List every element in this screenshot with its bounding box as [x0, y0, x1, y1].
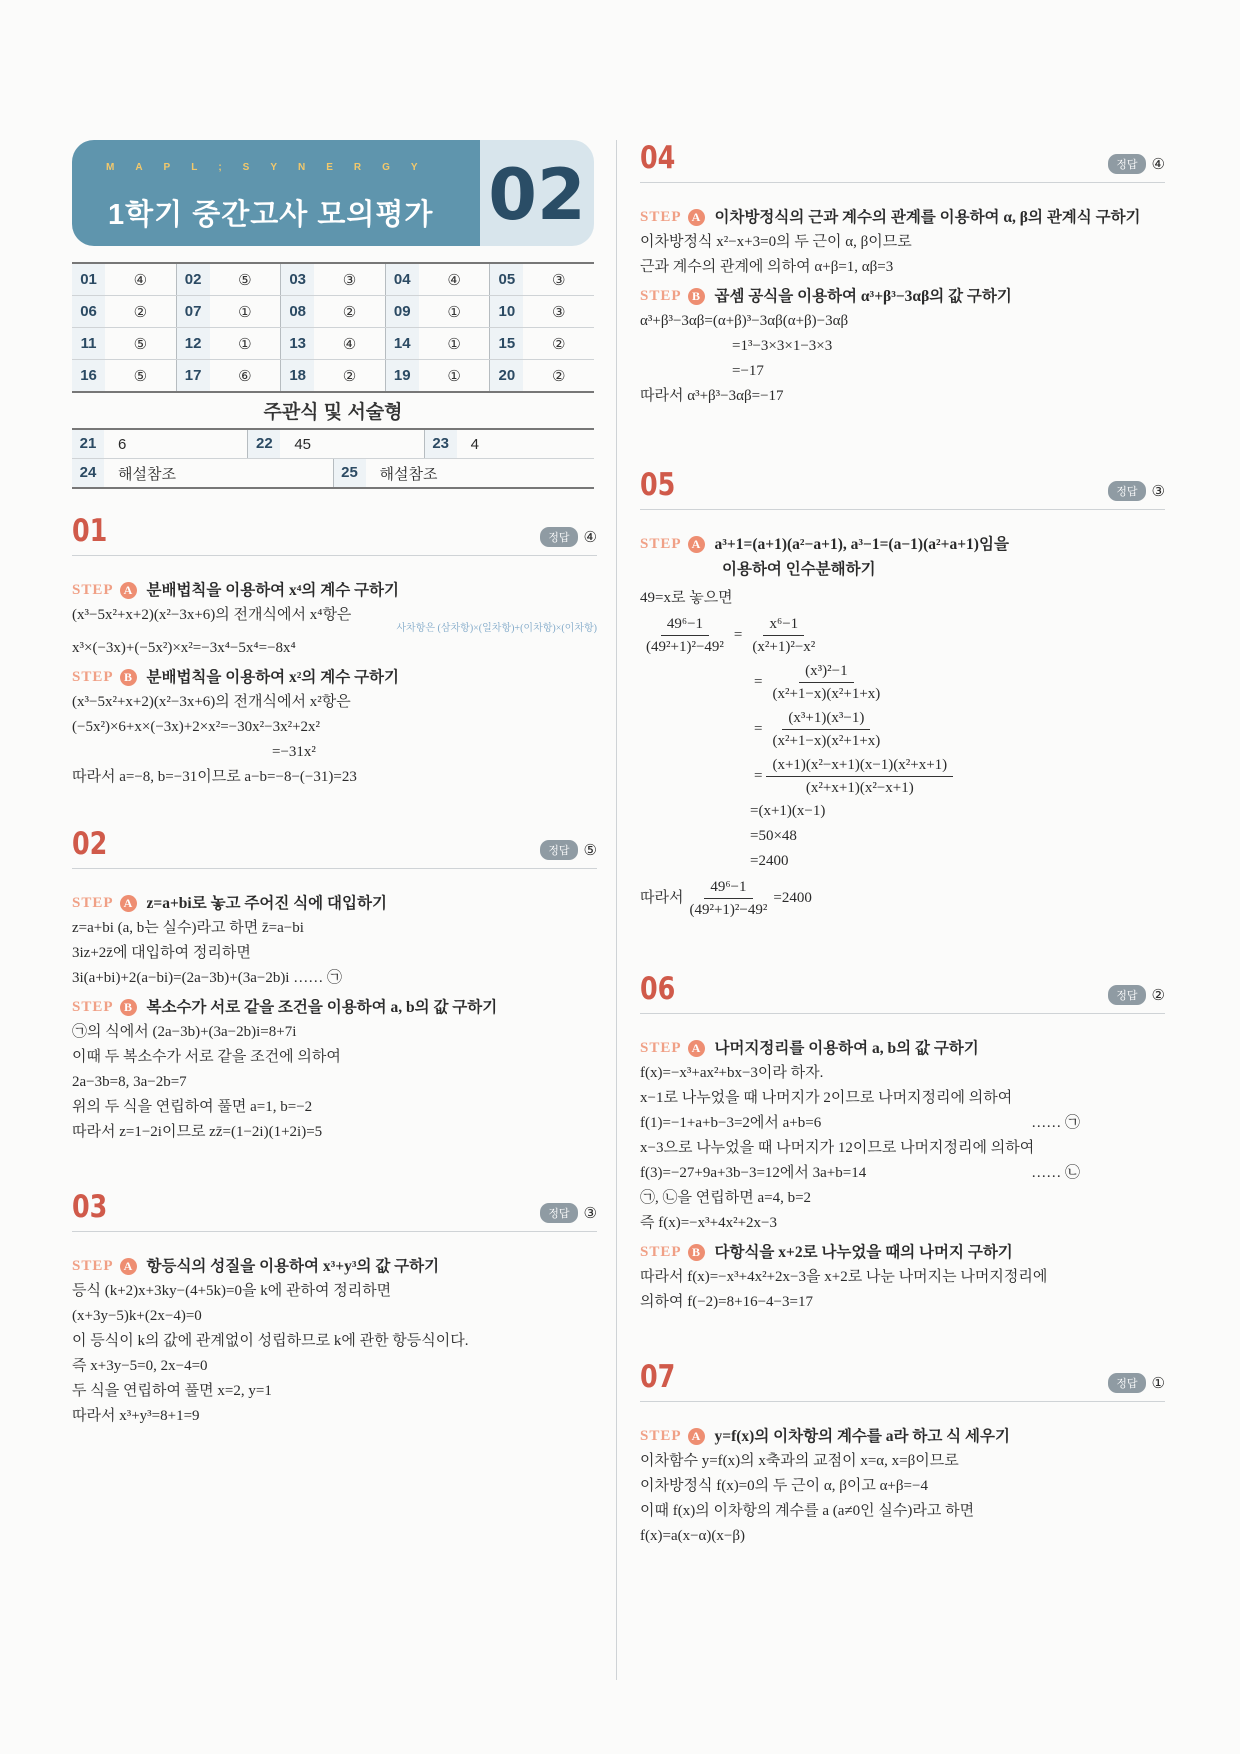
- question-number: 17: [176, 360, 210, 393]
- question-answer: ③: [314, 263, 385, 296]
- answer-value: ②: [1151, 987, 1165, 1004]
- solution-line: 즉 x+3y−5=0, 2x−4=0: [72, 1358, 208, 1374]
- fraction-row: = $\frac{\text{(x+1)(x²−x+1)(x−1)(x²+x+1)}}{\text{(x²+x+1)(x²−x+1)}}$: [640, 754, 1165, 799]
- fraction: [640, 613, 730, 658]
- question-number: 22: [248, 430, 280, 458]
- question-number: 14: [385, 328, 419, 360]
- question-answer: 해설참조: [118, 465, 176, 483]
- step-title: 이차방정식의 근과 계수의 관계를 이용하여 α, β의 관계식 구하기: [714, 209, 1141, 226]
- question-number: 09: [385, 296, 419, 328]
- step-a: [640, 532, 1165, 557]
- solution-line: α³+β³−3αβ=(α+β)³−3αβ(α+β)−3αβ: [640, 313, 849, 329]
- solution-line: 따라서 x³+y³=8+1=9: [72, 1408, 200, 1424]
- answer-badge: 정답: [1108, 1373, 1145, 1393]
- problem-07: [640, 1359, 1165, 1549]
- question-number: 05: [490, 263, 524, 296]
- answer-badge: 정답: [1108, 481, 1145, 501]
- answer-row: [72, 328, 594, 360]
- left-column: [72, 140, 597, 1429]
- solution-text: =2400: [773, 890, 812, 906]
- step-a-badge: A: [688, 536, 705, 553]
- step-a-badge: A: [688, 209, 705, 226]
- question-number: 11: [72, 328, 105, 360]
- step-b: [72, 665, 597, 690]
- fraction-row: $\frac{\text{49⁶−1}}{\text{(49²+1)²−49²}}$ = $\frac{\text{x⁶−1}}{\text{(x²+1)²−x²}}$: [640, 613, 1165, 658]
- question-answer: 해설참조: [379, 465, 438, 483]
- numerator: x⁶−1: [763, 613, 804, 636]
- step-title: 나머지정리를 이용하여 a, b의 값 구하기: [714, 1040, 979, 1057]
- problem-header: [640, 467, 1165, 510]
- solution-line: 즉 f(x)=−x³+4x²+2x−3: [640, 1215, 778, 1231]
- problem-header: [640, 140, 1165, 183]
- problem-header: [72, 1189, 597, 1232]
- problem-04: [640, 140, 1165, 409]
- step-a: [72, 578, 597, 603]
- step-a-badge: A: [688, 1428, 705, 1445]
- solution-line: 이차방정식 f(x)=0의 두 근이 α, β이고 α+β=−4: [640, 1478, 928, 1494]
- question-number: 01: [72, 263, 105, 296]
- problem-number: 02: [72, 826, 108, 862]
- question-number: 02: [176, 263, 210, 296]
- solution-line: 위의 두 식을 연립하여 풀면 a=1, b=−2: [72, 1099, 313, 1115]
- step-a-badge: A: [120, 1258, 137, 1275]
- step-a: [640, 205, 1165, 230]
- solution-line: (−5x²)×6+x×(−3x)+2×x²=−30x²−3x²+2x²: [72, 719, 321, 735]
- answer-value: ④: [1151, 156, 1165, 173]
- step-label: STEP: [72, 582, 114, 598]
- problem-number: 06: [640, 971, 676, 1007]
- step-a: [640, 1036, 1165, 1061]
- solution-line: x³×(−3x)+(−5x²)×x²=−3x⁴−5x⁴=−8x⁴: [72, 640, 296, 656]
- numerator: (x+1)(x²−x+1)(x−1)(x²+x+1): [766, 754, 953, 777]
- solution-line: 3i(a+bi)+2(a−bi)=(2a−3b)+(3a−2b)i …… ㉠: [72, 970, 342, 986]
- step-label: STEP: [640, 288, 682, 304]
- question-number: 21: [72, 430, 104, 458]
- solution-line: (x³−5x²+x+2)(x²−3x+6)의 전개식에서 x⁴항은: [72, 607, 352, 623]
- denominator: (49²+1)²−49²: [689, 902, 768, 918]
- step-label: STEP: [640, 209, 682, 225]
- answer-value: ③: [1151, 483, 1165, 500]
- answer-row: [72, 360, 594, 393]
- problem-number: 07: [640, 1359, 676, 1395]
- step-label: STEP: [640, 1428, 682, 1444]
- fraction-row: [640, 876, 1165, 921]
- question-answer: ②: [105, 296, 176, 328]
- step-b: [640, 284, 1165, 309]
- solution-line: x−1로 나누었을 때 나머지가 2이므로 나머지정리에 의하여: [640, 1090, 1013, 1106]
- question-number: 16: [72, 360, 105, 393]
- fraction: [746, 613, 821, 658]
- problem-02: [72, 826, 597, 1145]
- question-answer: ①: [210, 328, 281, 360]
- subjective-cell: [425, 430, 594, 458]
- question-answer: ①: [419, 360, 490, 393]
- step-title: y=f(x)의 이차항의 계수를 a라 하고 식 세우기: [714, 1428, 1010, 1445]
- answer-badge: 정답: [1108, 985, 1145, 1005]
- problem-body: [640, 510, 1165, 921]
- fraction: [766, 754, 953, 799]
- step-a-badge: A: [120, 895, 137, 912]
- problem-body: [72, 869, 597, 1145]
- equation-marker: …… ㉡: [1031, 1165, 1080, 1181]
- solution-line: 두 식을 연립하여 풀면 x=2, y=1: [72, 1383, 272, 1399]
- numerator: (x³+1)(x³−1): [782, 707, 870, 730]
- problem-number: 01: [72, 513, 108, 549]
- subjective-grid: [72, 428, 594, 489]
- solution-line: =50×48: [750, 828, 797, 844]
- solution-text: f(3)=−27+9a+3b−3=12에서 3a+b=14: [640, 1165, 867, 1181]
- solution-line: ㉠, ㉡을 연립하면 a=4, b=2: [640, 1190, 812, 1206]
- fraction-row: = $\frac{\text{(x³)²−1}}{\text{(x²+1−x)(x²+1+x)}}$: [640, 660, 1165, 705]
- answer-row: [72, 263, 594, 296]
- question-number: 19: [385, 360, 419, 393]
- banner-number-box: [480, 140, 594, 246]
- answer-label: [1108, 154, 1165, 174]
- subjective-cell: [334, 459, 595, 487]
- question-answer: ③: [523, 263, 594, 296]
- question-answer: ①: [419, 328, 490, 360]
- solution-line: [640, 1111, 1080, 1136]
- step-b-badge: B: [120, 999, 137, 1016]
- problem-body: [72, 556, 597, 790]
- question-answer: ②: [523, 328, 594, 360]
- step-a: [72, 1254, 597, 1279]
- step-label: STEP: [72, 895, 114, 911]
- answer-label: [540, 1203, 597, 1223]
- problem-number: 03: [72, 1189, 108, 1225]
- problem-number: 04: [640, 140, 676, 176]
- step-a: [640, 1424, 1165, 1449]
- step-label: STEP: [72, 999, 114, 1015]
- solution-line: 따라서 a=−8, b=−31이므로 a−b=−8−(−31)=23: [72, 769, 357, 785]
- question-answer: ②: [314, 360, 385, 393]
- question-number: 23: [425, 430, 457, 458]
- step-title: 복소수가 서로 같을 조건을 이용하여 a, b의 값 구하기: [146, 999, 498, 1016]
- step-a-badge: A: [688, 1040, 705, 1057]
- step-a-badge: A: [120, 582, 137, 599]
- solution-line: 따라서 α³+β³−3αβ=−17: [640, 388, 784, 404]
- subjective-cell: [72, 430, 248, 458]
- answer-value: ③: [583, 1205, 597, 1222]
- question-answer: 45: [294, 435, 312, 453]
- right-column: [640, 140, 1165, 1549]
- fraction-row: = $\frac{\text{(x³+1)(x³−1)}}{\text{(x²+1−x)(x²+1+x)}}$: [640, 707, 1165, 752]
- question-answer: ④: [105, 263, 176, 296]
- problem-body: [640, 183, 1165, 409]
- denominator: (x²+1−x)(x²+1+x): [772, 733, 881, 749]
- denominator: (x²+x+1)(x²−x+1): [805, 780, 914, 796]
- question-number: 20: [490, 360, 524, 393]
- problem-number: 05: [640, 467, 676, 503]
- solution-line: f(x)=−x³+ax²+bx−3이라 하자.: [640, 1065, 824, 1081]
- answer-badge: 정답: [540, 840, 577, 860]
- solution-line: 이차함수 y=f(x)의 x축과의 교점이 x=α, x=β이므로: [640, 1453, 959, 1469]
- answer-label: [1108, 481, 1165, 501]
- denominator: (x²+1)²−x²: [752, 639, 816, 655]
- step-b: [640, 1240, 1165, 1265]
- answer-label: [1108, 985, 1165, 1005]
- step-label: STEP: [640, 1244, 682, 1260]
- step-label: STEP: [640, 536, 682, 552]
- question-number: 04: [385, 263, 419, 296]
- solution-line: f(x)=a(x−α)(x−β): [640, 1528, 745, 1544]
- answer-badge: 정답: [1108, 154, 1145, 174]
- step-title: z=a+bi로 놓고 주어진 식에 대입하기: [146, 895, 387, 912]
- solution-line: z=a+bi (a, b는 실수)라고 하면 z̄=a−bi: [72, 920, 304, 936]
- question-answer: ⑥: [210, 360, 281, 393]
- question-answer: ⑤: [105, 360, 176, 393]
- problem-header: [72, 513, 597, 556]
- question-number: 12: [176, 328, 210, 360]
- solution-text: 따라서: [640, 890, 684, 906]
- numerator: 49⁶−1: [704, 876, 752, 899]
- solution-line: 따라서 f(x)=−x³+4x²+2x−3을 x+2로 나눈 나머지는 나머지정리에: [640, 1269, 1048, 1285]
- question-answer: ②: [314, 296, 385, 328]
- problem-body: [640, 1014, 1165, 1315]
- banner-number: 02: [488, 154, 586, 236]
- answer-badge: 정답: [540, 527, 577, 547]
- subjective-cell: [248, 430, 424, 458]
- solution-text: f(1)=−1+a+b−3=2에서 a+b=6: [640, 1115, 822, 1131]
- step-title: 다항식을 x+2로 나누었을 때의 나머지 구하기: [714, 1244, 1013, 1261]
- answer-row: [72, 296, 594, 328]
- solution-line: x−3으로 나누었을 때 나머지가 12이므로 나머지정리에 의하여: [640, 1140, 1035, 1156]
- solution-line: ㉠의 식에서 (2a−3b)+(3a−2b)i=8+7i: [72, 1024, 297, 1040]
- step-title: 곱셈 공식을 이용하여 α³+β³−3αβ의 값 구하기: [714, 288, 1012, 305]
- problem-header: [72, 826, 597, 869]
- question-number: 03: [281, 263, 315, 296]
- question-number: 08: [281, 296, 315, 328]
- fraction: [683, 876, 773, 921]
- answer-grid: [72, 262, 594, 393]
- fraction: [766, 707, 886, 752]
- solution-line: 이때 f(x)의 이차항의 계수를 a (a≠0인 실수)라고 하면: [640, 1503, 975, 1519]
- solution-line: =(x+1)(x−1): [750, 803, 826, 819]
- step-title-cont: 이용하여 인수분해하기: [722, 561, 876, 578]
- answer-badge: 정답: [540, 1203, 577, 1223]
- solution-line: =2400: [750, 853, 789, 869]
- step-b-badge: B: [688, 1244, 705, 1261]
- question-answer: ④: [314, 328, 385, 360]
- answer-label: [540, 527, 597, 547]
- step-b: [72, 995, 597, 1020]
- question-answer: 6: [118, 435, 127, 453]
- equation-marker: …… ㉠: [1031, 1115, 1080, 1131]
- subjective-row: [72, 459, 594, 487]
- exam-banner: [72, 140, 592, 248]
- column-divider: [616, 140, 617, 1680]
- question-answer: ⑤: [105, 328, 176, 360]
- answer-value: ④: [583, 529, 597, 546]
- question-answer: ⑤: [210, 263, 281, 296]
- step-title: 항등식의 성질을 이용하여 x³+y³의 값 구하기: [146, 1258, 440, 1275]
- numerator: (x³)²−1: [799, 660, 853, 683]
- question-answer: ②: [523, 360, 594, 393]
- step-label: STEP: [72, 669, 114, 685]
- question-number: 18: [281, 360, 315, 393]
- step-label: STEP: [72, 1258, 114, 1274]
- solution-line: 의하여 f(−2)=8+16−4−3=17: [640, 1294, 813, 1310]
- step-b-badge: B: [120, 669, 137, 686]
- step-title: 분배법칙을 이용하여 x⁴의 계수 구하기: [146, 582, 400, 599]
- solution-line: (x³−5x²+x+2)(x²−3x+6)의 전개식에서 x²항은: [72, 694, 351, 710]
- problem-05: [640, 467, 1165, 921]
- problem-body: [640, 1402, 1165, 1549]
- solution-line: 따라서 z=1−2i이므로 zz̄=(1−2i)(1+2i)=5: [72, 1124, 323, 1140]
- answer-value: ①: [1151, 1375, 1165, 1392]
- subjective-row: [72, 430, 594, 459]
- question-answer: ③: [523, 296, 594, 328]
- banner-title: 1학기 중간고사 모의평가: [108, 199, 434, 231]
- step-title: 분배법칙을 이용하여 x²의 계수 구하기: [146, 669, 400, 686]
- subjective-title: 주관식 및 서술형: [263, 402, 403, 423]
- answer-label: [1108, 1373, 1165, 1393]
- banner-brand: MAPL;SYNERGY: [106, 162, 439, 173]
- banner-main: [72, 140, 490, 246]
- question-number: 06: [72, 296, 105, 328]
- step-a: [72, 891, 597, 916]
- numerator: 49⁶−1: [661, 613, 709, 636]
- solution-line: 등식 (k+2)x+3ky−(4+5k)=0을 k에 관하여 정리하면: [72, 1283, 392, 1299]
- denominator: (x²+1−x)(x²+1+x): [772, 686, 881, 702]
- solution-line: =1³−3×3×1−3×3: [732, 338, 833, 354]
- question-number: 15: [490, 328, 524, 360]
- solution-line: 이 등식이 k의 값에 관계없이 성립하므로 k에 관한 항등식이다.: [72, 1333, 469, 1349]
- solution-line: (x+3y−5)k+(2x−4)=0: [72, 1308, 202, 1324]
- question-number: 07: [176, 296, 210, 328]
- answer-value: ⑤: [583, 842, 597, 859]
- problem-06: [640, 971, 1165, 1315]
- solution-line: 3iz+2z̄에 대입하여 정리하면: [72, 945, 251, 961]
- solution-line: =−17: [732, 363, 764, 379]
- step-b-badge: B: [688, 288, 705, 305]
- question-number: 24: [72, 459, 104, 487]
- hint-note: 사차항은 (삼차항)×(일차항)+(이차항)×(이차항): [396, 623, 597, 634]
- question-number: 10: [490, 296, 524, 328]
- answer-label: [540, 840, 597, 860]
- step-title: a³+1=(a+1)(a²−a+1), a³−1=(a−1)(a²+a+1)임을: [714, 536, 1009, 553]
- problem-03: [72, 1189, 597, 1429]
- question-number: 25: [334, 459, 366, 487]
- solution-line: [640, 1161, 1080, 1186]
- step-label: STEP: [640, 1040, 682, 1056]
- question-answer: ①: [210, 296, 281, 328]
- solution-line: 49=x로 놓으면: [640, 590, 733, 606]
- solution-line: 이때 두 복소수가 서로 같을 조건에 의하여: [72, 1049, 341, 1065]
- problem-header: [640, 1359, 1165, 1402]
- denominator: (49²+1)²−49²: [646, 639, 724, 655]
- solution-line: 2a−3b=8, 3a−2b=7: [72, 1074, 187, 1090]
- question-answer: ④: [419, 263, 490, 296]
- question-answer: 4: [470, 435, 479, 453]
- solution-line: 이차방정식 x²−x+3=0의 두 근이 α, β이므로: [640, 234, 912, 250]
- problem-body: [72, 1232, 597, 1429]
- question-answer: ①: [419, 296, 490, 328]
- question-number: 13: [281, 328, 315, 360]
- subjective-cell: [72, 459, 334, 487]
- problem-header: [640, 971, 1165, 1014]
- solution-line: 근과 계수의 관계에 의하여 α+β=1, αβ=3: [640, 259, 894, 275]
- problem-01: [72, 513, 597, 790]
- solution-line: =−31x²: [272, 744, 316, 760]
- fraction: [766, 660, 886, 705]
